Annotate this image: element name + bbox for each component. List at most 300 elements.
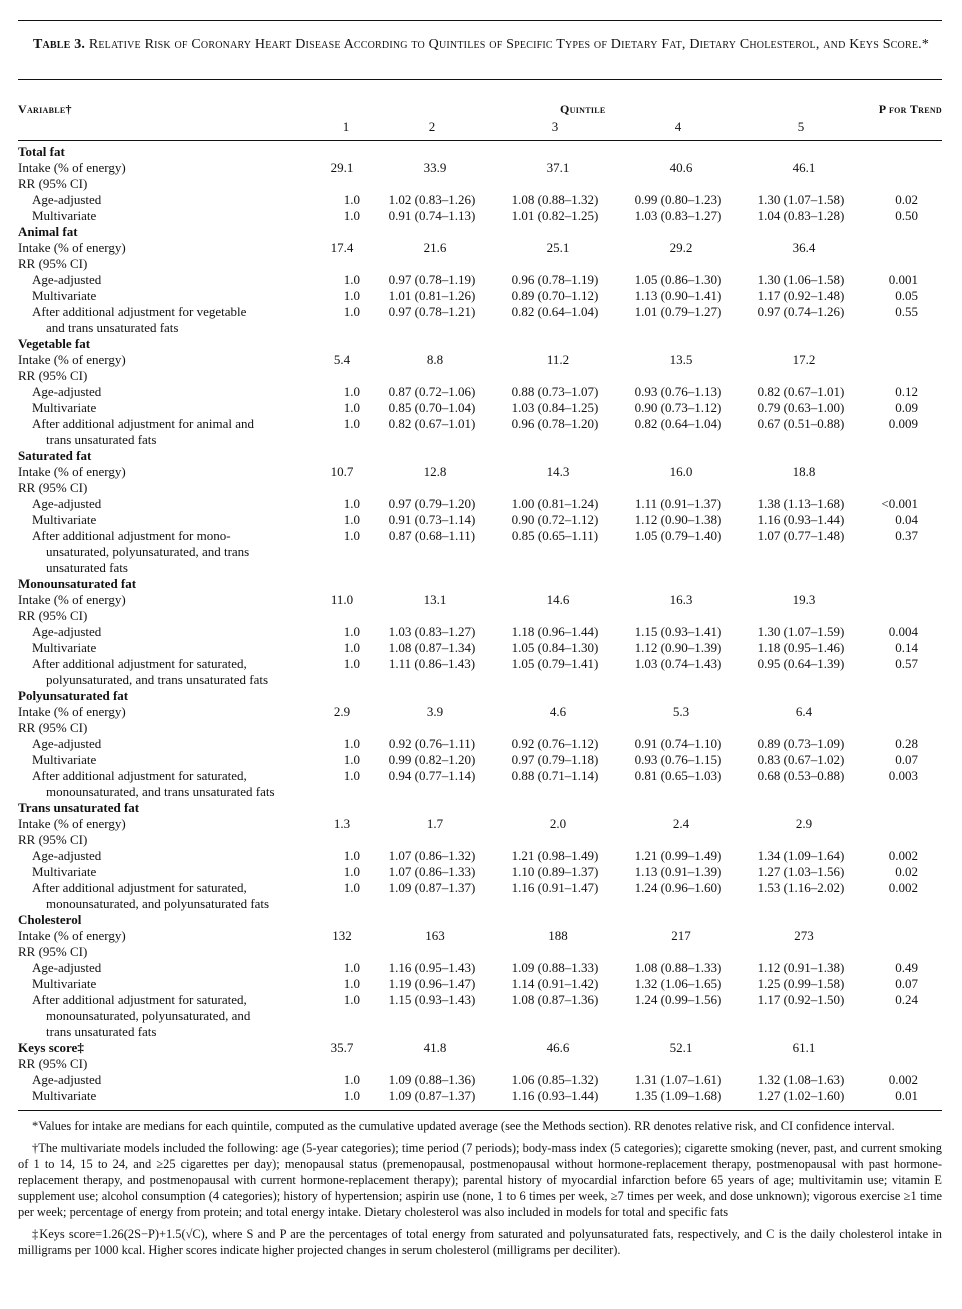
row-label: RR (95% CI) — [18, 944, 88, 959]
rr-ci-cell: 1.12 (0.90–1.38) — [634, 512, 722, 527]
row-label: Multivariate — [32, 512, 97, 527]
rr-ci-cell: 1.05 (0.86–1.30) — [634, 272, 722, 287]
table-row — [0, 992, 962, 1008]
intake-value-cell: 29.1 — [330, 160, 354, 175]
p-trend-cell: 0.12 — [895, 384, 918, 399]
table-row — [0, 640, 962, 656]
rr-ci-cell: 0.97 (0.78–1.21) — [388, 304, 476, 319]
rr-ci-cell: 0.82 (0.64–1.04) — [634, 416, 722, 431]
p-trend-cell: 0.57 — [895, 656, 918, 671]
rr-ci-cell: 1.24 (0.99–1.56) — [634, 992, 722, 1007]
p-trend-cell: <0.001 — [881, 496, 918, 511]
rr-ci-cell: 0.91 (0.73–1.14) — [388, 512, 476, 527]
row-label: Multivariate — [32, 752, 97, 767]
quintile-header: Quintile — [560, 102, 606, 116]
intake-value-cell: 19.3 — [792, 592, 816, 607]
row-label: Intake (% of energy) — [18, 816, 126, 831]
footnote-keys-score: ‡Keys score=1.26(2S−P)+1.5(√C), where S and P are the percentages of total energy from saturated and polyunsaturated fats, respectively, and C is the daily cholesterol intake in milligrams per 1000 kcal. Higher scores indicate higher projected changes in serum cholesterol (milligrams per deciliter). — [18, 1227, 942, 1257]
row-label: monounsaturated, and trans unsaturated fats — [46, 784, 275, 799]
row-label: and trans unsaturated fats — [46, 320, 179, 335]
row-label: After additional adjustment for saturated, — [32, 768, 247, 783]
p-trend-cell: 0.004 — [888, 624, 918, 639]
quintile-number: 2 — [428, 119, 436, 134]
reference-value-cell: 1.0 — [343, 1088, 360, 1103]
p-trend-cell: 0.09 — [895, 400, 918, 415]
intake-value-cell: 10.7 — [330, 464, 354, 479]
footnotes — [18, 1118, 942, 1264]
row-label: Intake (% of energy) — [18, 352, 126, 367]
rr-ci-cell: 0.99 (0.80–1.23) — [634, 192, 722, 207]
rr-ci-cell: 1.12 (0.91–1.38) — [757, 960, 845, 975]
quintile-number: 5 — [797, 119, 805, 134]
table-row — [0, 976, 962, 992]
row-label: Multivariate — [32, 288, 97, 303]
intake-value-cell: 132 — [332, 928, 352, 943]
rr-ci-cell: 1.12 (0.90–1.39) — [634, 640, 722, 655]
rr-ci-cell: 1.05 (0.84–1.30) — [511, 640, 599, 655]
row-label: After additional adjustment for saturated, — [32, 880, 247, 895]
rr-ci-cell: 1.08 (0.87–1.36) — [511, 992, 599, 1007]
row-label: trans unsaturated fats — [46, 432, 157, 447]
table-row — [0, 368, 962, 384]
table-row — [0, 672, 962, 688]
p-trend-cell: 0.02 — [895, 864, 918, 879]
p-trend-cell: 0.002 — [888, 880, 918, 895]
rr-ci-cell: 0.93 (0.76–1.15) — [634, 752, 722, 767]
table-row — [0, 592, 962, 608]
row-label: RR (95% CI) — [18, 608, 88, 623]
rr-ci-cell: 1.13 (0.90–1.41) — [634, 288, 722, 303]
section-heading-row — [0, 1040, 962, 1056]
row-label: Multivariate — [32, 400, 97, 415]
rr-ci-cell: 1.24 (0.96–1.60) — [634, 880, 722, 895]
reference-value-cell: 1.0 — [343, 208, 360, 223]
rr-ci-cell: 1.13 (0.91–1.39) — [634, 864, 722, 879]
table-row — [0, 240, 962, 256]
rr-ci-cell: 1.15 (0.93–1.43) — [388, 992, 476, 1007]
table-row — [0, 784, 962, 800]
table-row — [0, 832, 962, 848]
rr-ci-cell: 1.02 (0.83–1.26) — [388, 192, 476, 207]
table-row — [0, 624, 962, 640]
p-trend-cell: 0.009 — [888, 416, 918, 431]
table-row — [0, 1024, 962, 1040]
rr-ci-cell: 1.17 (0.92–1.50) — [757, 992, 845, 1007]
reference-value-cell: 1.0 — [343, 752, 360, 767]
top-rule — [18, 20, 942, 21]
header-rule — [18, 140, 942, 141]
quintile-number: 1 — [342, 119, 350, 134]
row-label: After additional adjustment for mono- — [32, 528, 231, 543]
rr-ci-cell: 1.09 (0.88–1.36) — [388, 1072, 476, 1087]
table-row — [0, 816, 962, 832]
intake-value-cell: 17.2 — [792, 352, 816, 367]
rr-ci-cell: 0.90 (0.72–1.12) — [511, 512, 599, 527]
rr-ci-cell: 1.16 (0.93–1.44) — [511, 1088, 599, 1103]
intake-value-cell: 6.4 — [795, 704, 813, 719]
rr-ci-cell: 0.82 (0.67–1.01) — [388, 416, 476, 431]
rr-ci-cell: 0.92 (0.76–1.12) — [511, 736, 599, 751]
table-row — [0, 288, 962, 304]
table-row — [0, 208, 962, 224]
intake-value-cell: 4.6 — [549, 704, 567, 719]
intake-value-cell: 46.6 — [546, 1040, 570, 1055]
p-trend-cell: 0.002 — [888, 848, 918, 863]
p-trend-cell: 0.01 — [895, 1088, 918, 1103]
row-label: RR (95% CI) — [18, 256, 88, 271]
row-label: Multivariate — [32, 1088, 97, 1103]
section-heading-row — [0, 912, 962, 928]
table-row — [0, 512, 962, 528]
table-row — [0, 352, 962, 368]
rr-ci-cell: 1.19 (0.96–1.47) — [388, 976, 476, 991]
rr-ci-cell: 1.09 (0.87–1.37) — [388, 1088, 476, 1103]
rr-ci-cell: 1.07 (0.86–1.32) — [388, 848, 476, 863]
row-label: Age-adjusted — [32, 496, 102, 511]
row-label: RR (95% CI) — [18, 1056, 88, 1071]
reference-value-cell: 1.0 — [343, 416, 360, 431]
rr-ci-cell: 1.01 (0.79–1.27) — [634, 304, 722, 319]
rr-ci-cell: 1.30 (1.06–1.58) — [757, 272, 845, 287]
table-row — [0, 864, 962, 880]
rr-ci-cell: 1.10 (0.89–1.37) — [511, 864, 599, 879]
row-label: Age-adjusted — [32, 960, 102, 975]
rr-ci-cell: 1.25 (0.99–1.58) — [757, 976, 845, 991]
rr-ci-cell: 1.21 (0.99–1.49) — [634, 848, 722, 863]
rr-ci-cell: 1.16 (0.93–1.44) — [757, 512, 845, 527]
row-label: RR (95% CI) — [18, 368, 88, 383]
rr-ci-cell: 1.03 (0.83–1.27) — [634, 208, 722, 223]
table-row — [0, 960, 962, 976]
table-row — [0, 272, 962, 288]
rr-ci-cell: 1.14 (0.91–1.42) — [511, 976, 599, 991]
rr-ci-cell: 1.11 (0.91–1.37) — [634, 496, 722, 511]
rr-ci-cell: 0.89 (0.70–1.12) — [511, 288, 599, 303]
p-trend-cell: 0.07 — [895, 752, 918, 767]
reference-value-cell: 1.0 — [343, 512, 360, 527]
row-label: Animal fat — [18, 224, 78, 239]
table-row — [0, 432, 962, 448]
table-number: Table 3. — [32, 37, 86, 52]
intake-value-cell: 1.7 — [426, 816, 444, 831]
p-trend-cell: 0.28 — [895, 736, 918, 751]
table-row — [0, 384, 962, 400]
reference-value-cell: 1.0 — [343, 768, 360, 783]
row-label: RR (95% CI) — [18, 480, 88, 495]
rr-ci-cell: 0.96 (0.78–1.19) — [511, 272, 599, 287]
intake-value-cell: 5.3 — [672, 704, 690, 719]
rr-ci-cell: 1.01 (0.82–1.25) — [511, 208, 599, 223]
intake-value-cell: 52.1 — [669, 1040, 693, 1055]
row-label: polyunsaturated, and trans unsaturated fats — [46, 672, 269, 687]
table-row — [0, 1072, 962, 1088]
intake-value-cell: 14.3 — [546, 464, 570, 479]
rr-ci-cell: 1.53 (1.16–2.02) — [757, 880, 845, 895]
table-row — [0, 400, 962, 416]
intake-value-cell: 16.0 — [669, 464, 693, 479]
row-label: Intake (% of energy) — [18, 928, 126, 943]
row-label: trans unsaturated fats — [46, 1024, 157, 1039]
intake-value-cell: 13.1 — [423, 592, 447, 607]
row-label: Monounsaturated fat — [18, 576, 137, 591]
intake-value-cell: 35.7 — [330, 1040, 354, 1055]
rr-ci-cell: 0.97 (0.78–1.19) — [388, 272, 476, 287]
rr-ci-cell: 1.18 (0.96–1.44) — [511, 624, 599, 639]
rr-ci-cell: 1.32 (1.08–1.63) — [757, 1072, 845, 1087]
rr-ci-cell: 1.32 (1.06–1.65) — [634, 976, 722, 991]
rr-ci-cell: 1.03 (0.84–1.25) — [511, 400, 599, 415]
intake-value-cell: 273 — [794, 928, 814, 943]
rr-ci-cell: 1.04 (0.83–1.28) — [757, 208, 845, 223]
table-row — [0, 416, 962, 432]
row-label: Cholesterol — [18, 912, 82, 927]
reference-value-cell: 1.0 — [343, 1072, 360, 1087]
title-rule — [18, 79, 942, 80]
table-row — [0, 560, 962, 576]
rr-ci-cell: 0.79 (0.63–1.00) — [757, 400, 845, 415]
p-trend-cell: 0.50 — [895, 208, 918, 223]
row-label: Saturated fat — [18, 448, 92, 463]
rr-ci-cell: 1.08 (0.87–1.34) — [388, 640, 476, 655]
rr-ci-cell: 0.85 (0.65–1.11) — [511, 528, 599, 543]
row-label: Trans unsaturated fat — [18, 800, 140, 815]
intake-value-cell: 25.1 — [546, 240, 570, 255]
table-row — [0, 320, 962, 336]
rr-ci-cell: 1.01 (0.81–1.26) — [388, 288, 476, 303]
intake-value-cell: 2.9 — [333, 704, 351, 719]
row-label: unsaturated fats — [46, 560, 128, 575]
reference-value-cell: 1.0 — [343, 528, 360, 543]
rr-ci-cell: 1.21 (0.98–1.49) — [511, 848, 599, 863]
rr-ci-cell: 1.03 (0.74–1.43) — [634, 656, 722, 671]
rr-ci-cell: 0.97 (0.79–1.18) — [511, 752, 599, 767]
table-row — [0, 880, 962, 896]
intake-value-cell: 18.8 — [792, 464, 816, 479]
intake-value-cell: 46.1 — [792, 160, 816, 175]
row-label: After additional adjustment for saturated, — [32, 656, 247, 671]
reference-value-cell: 1.0 — [343, 384, 360, 399]
p-trend-cell: 0.49 — [895, 960, 918, 975]
rr-ci-cell: 1.09 (0.87–1.37) — [388, 880, 476, 895]
intake-value-cell: 163 — [425, 928, 445, 943]
rr-ci-cell: 1.27 (1.03–1.56) — [757, 864, 845, 879]
row-label: Polyunsaturated fat — [18, 688, 129, 703]
rr-ci-cell: 0.97 (0.74–1.26) — [757, 304, 845, 319]
rr-ci-cell: 0.87 (0.72–1.06) — [388, 384, 476, 399]
table-row — [0, 848, 962, 864]
intake-value-cell: 41.8 — [423, 1040, 447, 1055]
table-row — [0, 480, 962, 496]
footnote-intake: *Values for intake are medians for each quintile, computed as the cumulative updated average (see the Methods section). RR denotes relative risk, and CI confidence interval. — [32, 1119, 895, 1133]
p-trend-cell: 0.003 — [888, 768, 918, 783]
rr-ci-cell: 1.30 (1.07–1.58) — [757, 192, 845, 207]
p-trend-cell: 0.001 — [888, 272, 918, 287]
table-row — [0, 896, 962, 912]
table-row — [0, 720, 962, 736]
table-caption: Relative Risk of Coronary Heart Disease According to Quintiles of Specific Types of Dietary Fat, Dietary Cholesterol, and Keys Score.* — [88, 37, 930, 52]
bottom-rule — [18, 1110, 942, 1111]
table-row — [0, 256, 962, 272]
row-label: Multivariate — [32, 864, 97, 879]
p-trend-cell: 0.05 — [895, 288, 918, 303]
reference-value-cell: 1.0 — [343, 400, 360, 415]
intake-value-cell: 16.3 — [669, 592, 693, 607]
rr-ci-cell: 0.97 (0.79–1.20) — [388, 496, 476, 511]
rr-ci-cell: 1.31 (1.07–1.61) — [634, 1072, 722, 1087]
p-trend-cell: 0.24 — [895, 992, 918, 1007]
intake-value-cell: 8.8 — [426, 352, 444, 367]
rr-ci-cell: 1.05 (0.79–1.40) — [634, 528, 722, 543]
row-label: Keys score‡ — [18, 1040, 84, 1055]
section-heading-row — [0, 800, 962, 816]
rr-ci-cell: 1.06 (0.85–1.32) — [511, 1072, 599, 1087]
rr-ci-cell: 0.67 (0.51–0.88) — [757, 416, 845, 431]
intake-value-cell: 3.9 — [426, 704, 444, 719]
table-row — [0, 496, 962, 512]
row-label: Age-adjusted — [32, 384, 102, 399]
rr-ci-cell: 0.95 (0.64–1.39) — [757, 656, 845, 671]
row-label: Age-adjusted — [32, 192, 102, 207]
rr-ci-cell: 0.96 (0.78–1.20) — [511, 416, 599, 431]
table-title — [20, 36, 942, 54]
table-row — [0, 1088, 962, 1104]
table-row — [0, 1056, 962, 1072]
rr-ci-cell: 1.34 (1.09–1.64) — [757, 848, 845, 863]
rr-ci-cell: 1.05 (0.79–1.41) — [511, 656, 599, 671]
rr-ci-cell: 0.88 (0.71–1.14) — [511, 768, 599, 783]
rr-ci-cell: 0.87 (0.68–1.11) — [388, 528, 476, 543]
row-label: After additional adjustment for animal and — [32, 416, 255, 431]
reference-value-cell: 1.0 — [343, 496, 360, 511]
reference-value-cell: 1.0 — [343, 992, 360, 1007]
row-label: monounsaturated, and polyunsaturated fats — [46, 896, 270, 911]
row-label: Age-adjusted — [32, 624, 102, 639]
p-trend-cell: 0.55 — [895, 304, 918, 319]
intake-value-cell: 12.8 — [423, 464, 447, 479]
row-label: Intake (% of energy) — [18, 240, 126, 255]
intake-value-cell: 40.6 — [669, 160, 693, 175]
rr-ci-cell: 1.38 (1.13–1.68) — [757, 496, 845, 511]
quintile-number: 4 — [674, 119, 682, 134]
intake-value-cell: 5.4 — [333, 352, 351, 367]
row-label: Multivariate — [32, 976, 97, 991]
rr-ci-cell: 1.15 (0.93–1.41) — [634, 624, 722, 639]
reference-value-cell: 1.0 — [343, 656, 360, 671]
reference-value-cell: 1.0 — [343, 272, 360, 287]
rr-ci-cell: 0.93 (0.76–1.13) — [634, 384, 722, 399]
intake-value-cell: 11.0 — [330, 592, 354, 607]
row-label: Age-adjusted — [32, 736, 102, 751]
intake-value-cell: 17.4 — [330, 240, 354, 255]
intake-value-cell: 29.2 — [669, 240, 693, 255]
rr-ci-cell: 0.91 (0.74–1.10) — [634, 736, 722, 751]
table-row — [0, 176, 962, 192]
rr-ci-cell: 0.94 (0.77–1.14) — [388, 768, 476, 783]
rr-ci-cell: 1.16 (0.91–1.47) — [511, 880, 599, 895]
table-row — [0, 192, 962, 208]
intake-value-cell: 21.6 — [423, 240, 447, 255]
row-label: Age-adjusted — [32, 1072, 102, 1087]
row-label: Vegetable fat — [18, 336, 91, 351]
row-label: Multivariate — [32, 208, 97, 223]
reference-value-cell: 1.0 — [343, 624, 360, 639]
p-trend-cell: 0.37 — [895, 528, 918, 543]
intake-value-cell: 1.3 — [333, 816, 351, 831]
rr-ci-cell: 0.99 (0.82–1.20) — [388, 752, 476, 767]
section-heading-row — [0, 576, 962, 592]
intake-value-cell: 37.1 — [546, 160, 570, 175]
reference-value-cell: 1.0 — [343, 880, 360, 895]
rr-ci-cell: 1.27 (1.02–1.60) — [757, 1088, 845, 1103]
table-row — [0, 528, 962, 544]
section-heading-row — [0, 144, 962, 160]
row-label: Total fat — [18, 144, 65, 159]
row-label: Age-adjusted — [32, 848, 102, 863]
row-label: Intake (% of energy) — [18, 592, 126, 607]
table-row — [0, 752, 962, 768]
rr-ci-cell: 0.82 (0.67–1.01) — [757, 384, 845, 399]
table-row — [0, 944, 962, 960]
table-row — [0, 544, 962, 560]
intake-value-cell: 2.0 — [549, 816, 567, 831]
quintile-number: 3 — [551, 119, 559, 134]
reference-value-cell: 1.0 — [343, 736, 360, 751]
row-label: monounsaturated, polyunsaturated, and — [46, 1008, 251, 1023]
p-trend-cell: 0.02 — [895, 192, 918, 207]
p-trend-cell: 0.07 — [895, 976, 918, 991]
table-row — [0, 928, 962, 944]
rr-ci-cell: 1.09 (0.88–1.33) — [511, 960, 599, 975]
table-row — [0, 768, 962, 784]
reference-value-cell: 1.0 — [343, 960, 360, 975]
row-label: RR (95% CI) — [18, 720, 88, 735]
rr-ci-cell: 0.82 (0.64–1.04) — [511, 304, 599, 319]
row-label: Intake (% of energy) — [18, 464, 126, 479]
rr-ci-cell: 0.68 (0.53–0.88) — [757, 768, 845, 783]
rr-ci-cell: 0.81 (0.65–1.03) — [634, 768, 722, 783]
row-label: After additional adjustment for saturated, — [32, 992, 247, 1007]
rr-ci-cell: 1.00 (0.81–1.24) — [511, 496, 599, 511]
intake-value-cell: 13.5 — [669, 352, 693, 367]
row-label: Intake (% of energy) — [18, 704, 126, 719]
rr-ci-cell: 0.85 (0.70–1.04) — [388, 400, 476, 415]
rr-ci-cell: 0.90 (0.73–1.12) — [634, 400, 722, 415]
table-row — [0, 704, 962, 720]
rr-ci-cell: 1.18 (0.95–1.46) — [757, 640, 845, 655]
reference-value-cell: 1.0 — [343, 864, 360, 879]
rr-ci-cell: 0.91 (0.74–1.13) — [388, 208, 476, 223]
rr-ci-cell: 1.08 (0.88–1.33) — [634, 960, 722, 975]
rr-ci-cell: 1.07 (0.77–1.48) — [757, 528, 845, 543]
intake-value-cell: 14.6 — [546, 592, 570, 607]
intake-value-cell: 61.1 — [792, 1040, 816, 1055]
table-row — [0, 160, 962, 176]
rr-ci-cell: 1.11 (0.86–1.43) — [388, 656, 476, 671]
rr-ci-cell: 1.30 (1.07–1.59) — [757, 624, 845, 639]
section-heading-row — [0, 448, 962, 464]
rr-ci-cell: 1.03 (0.83–1.27) — [388, 624, 476, 639]
reference-value-cell: 1.0 — [343, 976, 360, 991]
p-trend-cell: 0.04 — [895, 512, 918, 527]
p-trend-cell: 0.14 — [895, 640, 918, 655]
section-heading-row — [0, 224, 962, 240]
rr-ci-cell: 0.92 (0.76–1.11) — [388, 736, 476, 751]
row-label: RR (95% CI) — [18, 176, 88, 191]
row-label: Age-adjusted — [32, 272, 102, 287]
intake-value-cell: 188 — [548, 928, 568, 943]
table-row — [0, 608, 962, 624]
row-label: Multivariate — [32, 640, 97, 655]
